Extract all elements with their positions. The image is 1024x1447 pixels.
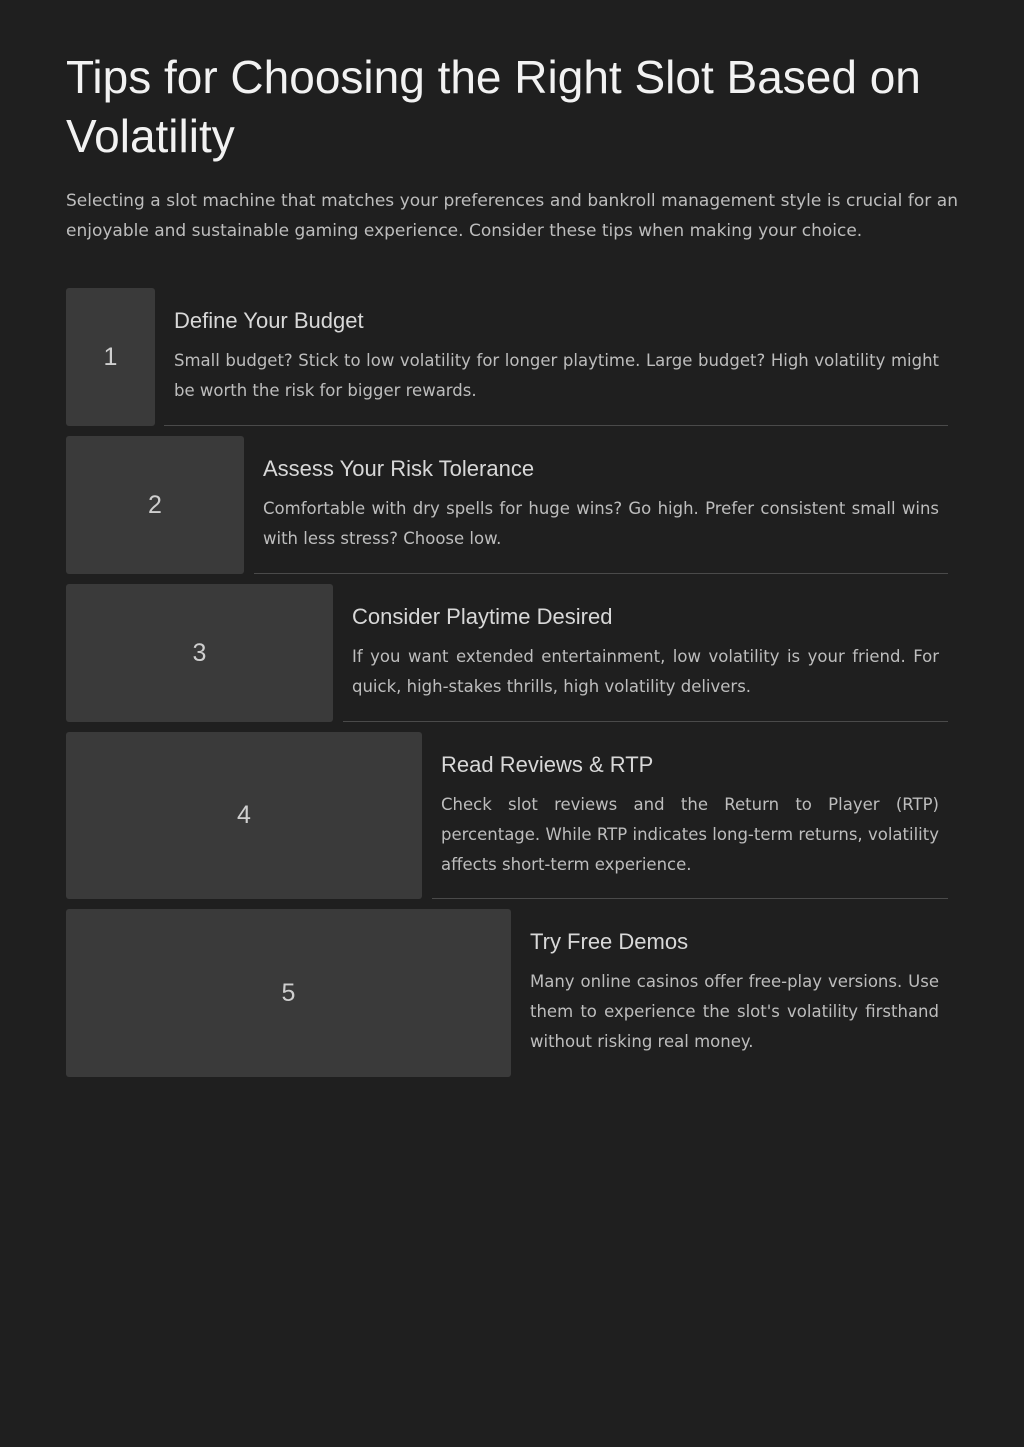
step-description: Many online casinos offer free-play versions. Use them to experience the slot's volatility firsthand without risking real money. [530,972,939,1051]
step-content [441,732,939,880]
intro-paragraph: Selecting a slot machine that matches your preferences and bankroll management style is crucial for an enjoyable and sustainable gaming experience. Consider these tips when making your choice. [66,191,958,241]
step-content [174,288,939,406]
step-number-box [66,436,244,574]
step-number-box [66,732,422,899]
step-1 [66,288,948,426]
step-2 [66,436,948,574]
step-heading: Define Your Budget [174,308,364,333]
step-number: 3 [192,638,207,667]
page-title: Tips for Choosing the Right Slot Based on Volatility [66,51,921,162]
step-divider [343,721,948,722]
step-4 [66,732,948,899]
step-number-box [66,909,511,1077]
step-content [352,584,939,702]
step-number: 1 [103,342,118,371]
step-divider [164,425,948,426]
step-number-box [66,288,155,426]
step-heading: Try Free Demos [530,929,689,954]
step-description: Small budget? Stick to low volatility for longer playtime. Large budget? High volatility might be worth the risk for bigger rewards. [174,351,939,400]
step-heading: Consider Playtime Desired [352,604,613,629]
step-number: 4 [237,801,251,829]
step-content [530,909,939,1057]
step-number: 5 [281,978,296,1007]
step-3 [66,584,948,722]
step-description: If you want extended entertainment, low volatility is your friend. For quick, high-stakes thrills, high volatility delivers. [352,647,939,696]
step-divider [432,898,948,899]
step-content [263,436,939,554]
step-heading: Assess Your Risk Tolerance [263,456,535,481]
step-5 [66,909,948,1077]
step-number-box [66,584,333,722]
step-number: 2 [148,490,162,519]
step-heading: Read Reviews & RTP [441,752,654,777]
step-divider [254,573,948,574]
step-description: Comfortable with dry spells for huge wins? Go high. Prefer consistent small wins with less stress? Choose low. [263,499,939,548]
step-description: Check slot reviews and the Return to Player (RTP) percentage. While RTP indicates long-term returns, volatility affects short-term experience. [441,795,939,874]
